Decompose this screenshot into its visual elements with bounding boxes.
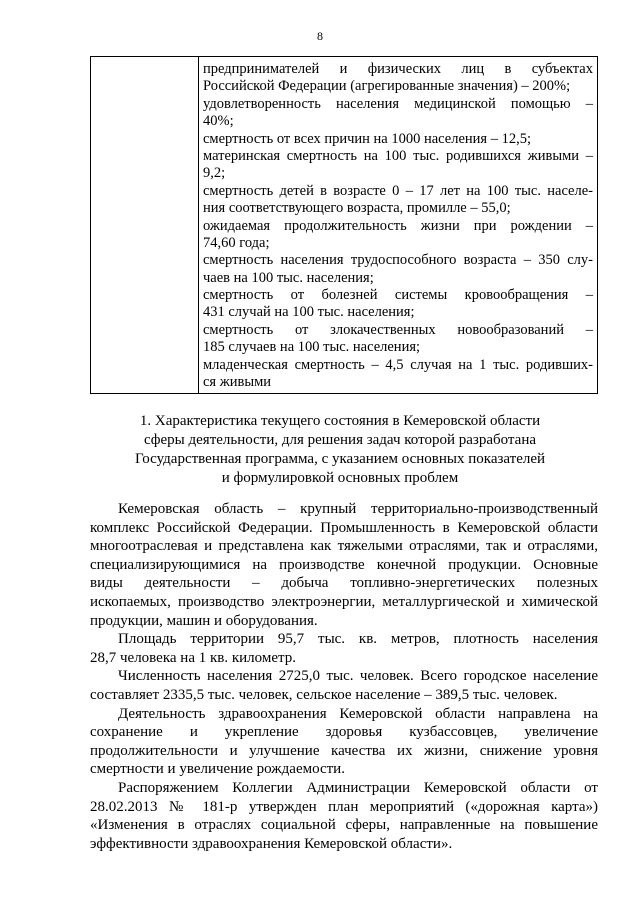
table-cell-line: ния соответствующего возраста, промилле – 55,0; <box>203 200 511 217</box>
body-line: смертности и увеличение рождаемости. <box>90 761 345 778</box>
table-cell-line: младенческая смертность – 4,5 случая на 1 тыс. родивших- <box>203 356 593 373</box>
body-line: виды деятельности – добыча топливно-энергетических полезных <box>90 575 598 592</box>
body-line: Численность населения 2725,0 тыс. человек. Всего городское население <box>118 668 598 685</box>
body-line: продолжительности и улучшение качества их жизни, снижение уровня <box>90 742 598 759</box>
table-cell-line: смертность от злокачественных новообразований – <box>203 321 593 338</box>
body-line: «Изменения в отраслях социальной сферы, направленные на повышение <box>90 817 598 834</box>
body-line: Деятельность здравоохранения Кемеровской области направлена на <box>118 705 598 722</box>
body-line: ископаемых, производство электроэнергии, металлургической и химической <box>90 593 598 610</box>
section-heading-line: и формулировкой основных проблем <box>221 470 459 486</box>
indicator-table <box>90 56 598 394</box>
table-cell-line: смертность от всех причин на 1000 населения – 12,5; <box>203 130 531 147</box>
body-text <box>90 500 598 853</box>
table-cell-line: 431 случай на 100 тыс. населения; <box>203 304 415 321</box>
body-line: Кемеровская область – крупный территориально-производственный <box>118 501 598 517</box>
body-line: комплекс Российской Федерации. Промышленность в Кемеровской области <box>90 519 598 536</box>
body-line: 28.02.2013 № 181-р утвержден план мероприятий («дорожная карта») <box>90 798 598 815</box>
section-heading-line: сферы деятельности, для решения задач которой разработана <box>143 432 537 448</box>
table-cell-line: материнская смертность на 100 тыс. родившихся живыми – <box>203 147 593 164</box>
section-heading-line: 1. Характеристика текущего состояния в Кемеровской области <box>139 413 541 429</box>
table-cell-line: 185 случаев на 100 тыс. населения; <box>203 339 421 356</box>
table-cell-line: 74,60 года; <box>203 234 270 251</box>
table-cell-line: ожидаемая продолжительность жизни при рождении – <box>203 217 593 234</box>
table-cell-line: чаев на 100 тыс. населения; <box>203 269 374 286</box>
table-cell-line: Российской Федерации (агрегированные значения) – 200%; <box>203 78 571 95</box>
table-column-divider <box>198 57 199 393</box>
section-heading <box>100 412 580 488</box>
table-cell-line: смертность детей в возрасте 0 – 17 лет на 100 тыс. населе- <box>203 182 593 199</box>
body-line: 28,7 человека на 1 кв. километр. <box>90 649 297 666</box>
table-cell-line: смертность от болезней системы кровообращения – <box>203 287 593 304</box>
body-line: сохранение и укрепление здоровья кузбассовцев, увеличение <box>90 724 598 741</box>
page-number: 8 <box>317 29 323 43</box>
table-cell-line: 40%; <box>203 113 234 130</box>
table-cell-line: удовлетворенность населения медицинской помощью – <box>203 95 593 112</box>
table-cell-line: смертность населения трудоспособного возраста – 350 слу- <box>203 252 593 269</box>
body-line: Распоряжением Коллегии Администрации Кемеровской области от <box>118 779 598 796</box>
body-line: составляет 2335,5 тыс. человек, сельское население – 389,5 тыс. человек. <box>90 686 558 703</box>
body-line: эффективности здравоохранения Кемеровской области». <box>90 835 453 852</box>
table-cell-line: 9,2; <box>203 165 226 182</box>
body-line: специализирующимися на производстве конечной продукции. Основные <box>90 556 598 573</box>
table-cell-line: ся живыми <box>203 374 272 391</box>
body-line: многоотраслевая и представлена как тяжелыми отраслями, так и отраслями, <box>90 538 598 555</box>
section-heading-line: Государственная программа, с указанием основных показателей <box>134 451 546 467</box>
body-line: продукции, машин и оборудования. <box>90 612 318 629</box>
body-line: Площадь территории 95,7 тыс. кв. метров, плотность населения <box>118 631 598 648</box>
table-cell-line: предпринимателей и физических лиц в субъектах <box>203 61 593 77</box>
table-cell-indicators <box>203 61 593 391</box>
